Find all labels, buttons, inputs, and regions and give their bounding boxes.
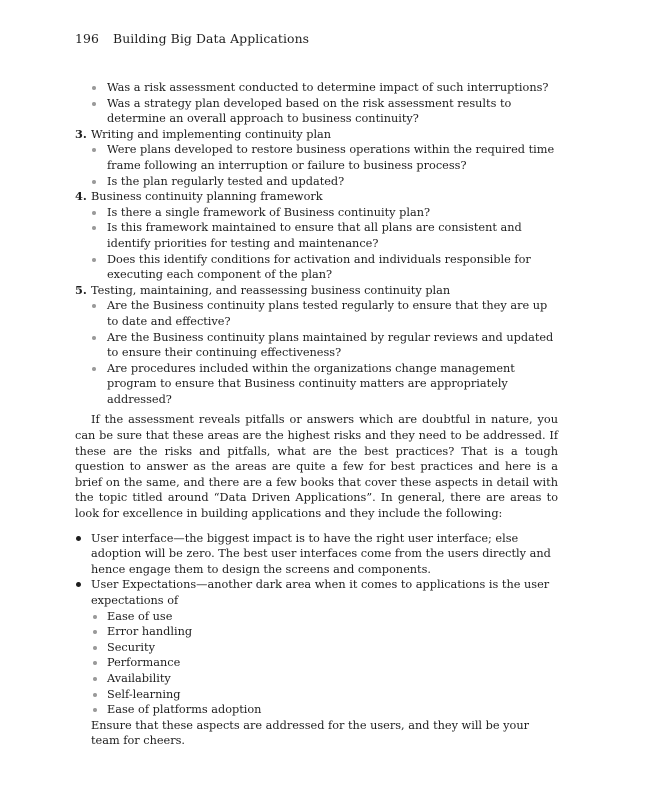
user-interface-text: User interface—the biggest impact is to have the right user interface; else adoption will be zero. The best user interfaces come from the users directly and hence engage them to design the screens and components. xyxy=(91,531,551,576)
page-body xyxy=(75,80,558,749)
list-item-user-interface xyxy=(75,531,558,578)
section-bullets xyxy=(75,298,558,407)
list-item: Ease of platforms adoption xyxy=(91,702,558,718)
running-header xyxy=(75,31,309,47)
list-item: Ease of use xyxy=(91,609,558,625)
list-item: Was a risk assessment conducted to determine impact of such interruptions? xyxy=(75,80,558,96)
section-title: Writing and implementing continuity plan xyxy=(91,127,332,141)
main-bullet-list xyxy=(75,531,558,749)
list-item: Availability xyxy=(91,671,558,687)
list-item: Is this framework maintained to ensure that all plans are consistent and identify priorities for testing and maintenance? xyxy=(75,220,558,251)
section-number: 5. xyxy=(75,282,87,297)
numbered-sections xyxy=(75,127,558,408)
list-item: Security xyxy=(91,640,558,656)
list-item: Is the plan regularly tested and updated? xyxy=(75,174,558,190)
user-expectations-text: User Expectations—another dark area when it comes to applications is the user expectations of xyxy=(91,578,550,607)
intro-bullet-list xyxy=(75,80,558,127)
section-bullets xyxy=(75,205,558,283)
list-item: Are the Business continuity plans tested regularly to ensure that they are up to date and effective? xyxy=(75,298,558,329)
body-paragraph: If the assessment reveals pitfalls or answers which are doubtful in nature, you can be sure that these areas are the highest risks and they need to be addressed. If these are the risks and pitfalls, what are the best practices? That is a tough question to answer as the areas are quite a few for best practices and here is a brief on the same, and there are a few books that cover these aspects in detail with the topic titled around “Data Driven Applications”. In general, there are areas to look for excellence in building applications and they include the following: xyxy=(75,413,558,521)
expectations-list xyxy=(91,609,558,718)
list-item: Is there a single framework of Business continuity plan? xyxy=(75,205,558,221)
list-item: Was a strategy plan developed based on the risk assessment results to determine an overall approach to business continuity? xyxy=(75,96,558,127)
closing-sentence: Ensure that these aspects are addressed for the users, and they will be your team for cheers. xyxy=(91,718,530,748)
section-number: 3. xyxy=(75,126,87,141)
list-item: Self-learning xyxy=(91,687,558,703)
section-title: Testing, maintaining, and reassessing business continuity plan xyxy=(91,283,451,297)
section-title: Business continuity planning framework xyxy=(91,190,323,204)
list-item: Were plans developed to restore business operations within the required time frame following an interruption or failure to business process? xyxy=(75,142,558,173)
page-number: 196 xyxy=(75,31,99,46)
list-item: Are the Business continuity plans maintained by regular reviews and updated to ensure their continuing effectiveness? xyxy=(75,330,558,361)
list-item: Performance xyxy=(91,655,558,671)
list-item-user-expectations xyxy=(75,577,558,749)
section-number: 4. xyxy=(75,189,87,204)
section-3 xyxy=(75,127,558,189)
list-item: Are procedures included within the organizations change management program to ensure that Business continuity matters are appropriately addressed? xyxy=(75,361,558,408)
list-item: Does this identify conditions for activation and individuals responsible for executing each component of the plan? xyxy=(75,252,558,283)
section-bullets xyxy=(75,142,558,189)
section-4 xyxy=(75,189,558,283)
book-title: Building Big Data Applications xyxy=(113,31,310,46)
section-5 xyxy=(75,283,558,408)
list-item: Error handling xyxy=(91,624,558,640)
